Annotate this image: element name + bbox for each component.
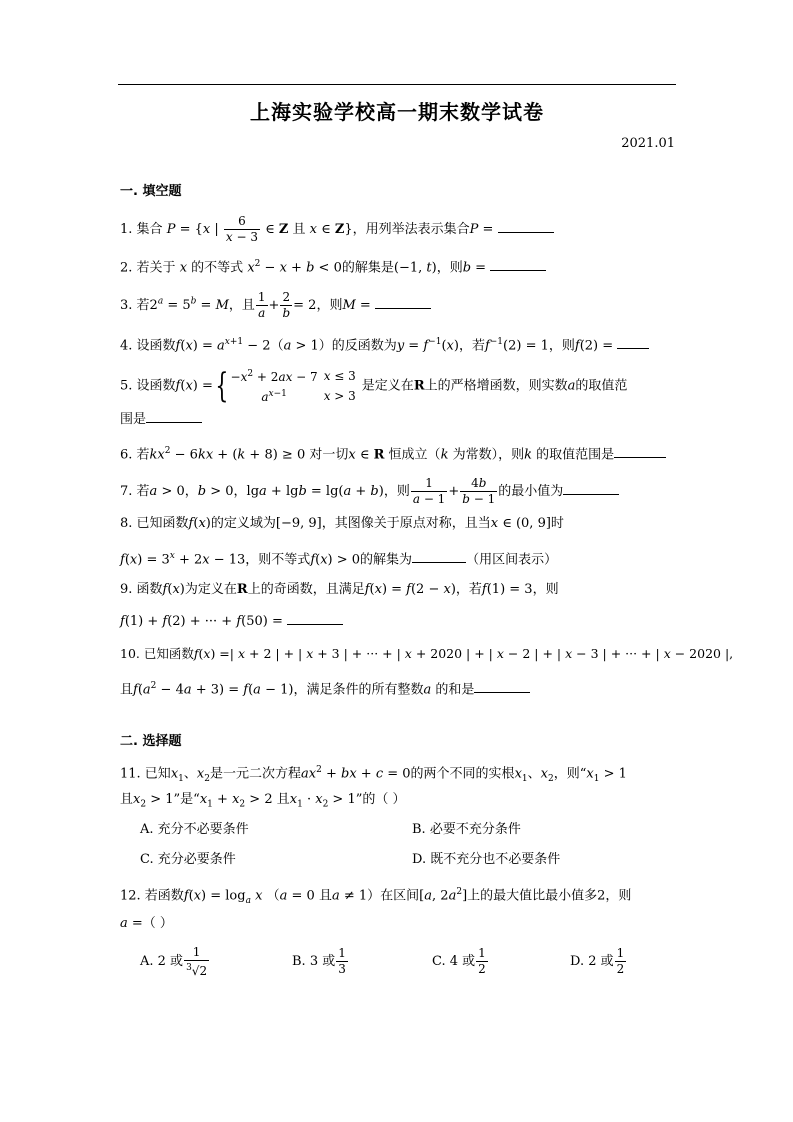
question-6: 6. 若$kx^2 - 6kx + (k + 8) \ge 0$ 对一切x ∈ R 恒成立（k 为常数），则k 的取值范围是	[120, 441, 676, 465]
q5-text-line2: 围是	[120, 412, 147, 427]
q12-text-line2: （ ）	[142, 916, 173, 931]
q4-text-mid1: （	[270, 338, 284, 354]
q12-text-post: 上的最大值比最小值多2，则	[467, 888, 632, 904]
question-5: 5. 设函数f(x) ={ $-x^2 + 2ax - 7$ x ≤ 3 $a^{x-1}$ x > 3 是定义在R上的严格增函数，则实数a的取值范	[120, 366, 628, 406]
q10-text-line2pre: 且	[120, 682, 134, 698]
q8-text-mid1: 的定义域为	[210, 516, 276, 531]
q12-option-a[interactable]: A. 2 或 $\frac{1}{^3√2}$	[140, 944, 208, 978]
question-10: 10. 已知函数f(x) =| x + 2 | + | x + 3 | + ··· + | x + 2020 | + | x − 2 | + | x − 3 | + ··· + | x − 2020 |,	[120, 646, 734, 661]
q12-option-b[interactable]: B. 3 或 $\frac{1}{3}$	[292, 946, 346, 976]
answer-blank-10[interactable]	[474, 678, 530, 693]
q9-text-mid1: 为定义在	[184, 582, 237, 597]
q4-text-post: ，则	[548, 338, 575, 354]
q8-text-line2mid: ，则不等式	[245, 552, 311, 568]
q2-text-mid1: 的不等式	[191, 260, 244, 276]
q8-text: 8. 已知函数	[120, 516, 189, 531]
q11-text: 11. 已知	[120, 766, 171, 782]
q1-text-post: ，用列举法表示集合	[352, 222, 470, 237]
q1-text: 1. 集合	[120, 222, 163, 237]
question-9-line2: f(1) + f(2) + ··· + f(50) =	[120, 610, 676, 632]
q11-text-post: ，则“	[553, 766, 587, 782]
q11-option-c[interactable]: C. 充分必要条件	[140, 852, 236, 867]
q12-option-c-label: C. 4 或	[432, 954, 476, 969]
q12-text-mid1: （	[266, 888, 280, 904]
question-7: 7. 若a > 0，b > 0，lga + lgb = lg(a + b)，则 $\frac{1}{a - 1}$ + $\frac{4b}{b - 1}$ 的最小值为	[120, 476, 676, 507]
q8-text-line2post: 的解集为	[360, 552, 413, 568]
q8-text-mid2: ，其图像关于原点对称，且当	[321, 516, 491, 531]
question-12: 12. 若函数$f(x) = \log_a x$ （a = 0 且a ≠ 1）在区间[a, $2a^2$]上的最大值比最小值多2，则	[120, 887, 632, 906]
q5-text-post3: 的取值范	[575, 378, 628, 394]
q12-option-a-label: A. 2 或	[140, 954, 184, 969]
q2-text: 2. 若关于	[120, 260, 176, 276]
question-3: 3. 若$2^a = 5^b = M$，且 $\frac{1}{a}$ + $\frac{2}{b}$ = 2，则M =	[120, 290, 676, 321]
answer-blank-7[interactable]	[563, 480, 619, 495]
q7-text: 7. 若	[120, 484, 150, 499]
q4-text-mid3: ，若	[458, 338, 485, 354]
section-fill-blank: 一. 填空题	[120, 184, 182, 199]
q6-text: 6. 若	[120, 447, 150, 463]
q12-option-b-label: B. 3 或	[292, 954, 336, 969]
answer-blank-6[interactable]	[614, 443, 666, 458]
q5-text-post2: 上的严格增函数，则实数	[424, 378, 568, 394]
q11-option-b[interactable]: B. 必要不充分条件	[412, 822, 521, 837]
q10-text-line2mid: ，满足条件的所有整数	[293, 682, 424, 698]
q11-text-line2mid: ”是“	[173, 792, 200, 807]
q4-text: 4. 设函数	[120, 338, 176, 354]
answer-blank-3[interactable]	[375, 294, 431, 309]
q3-text: 3. 若	[120, 298, 150, 313]
q11-text-mid4: 、	[527, 766, 541, 782]
q11-text-mid3: 的两个不同的实根	[410, 766, 515, 782]
q11-text-mid1: 、	[183, 766, 197, 782]
answer-blank-2[interactable]	[490, 256, 546, 271]
q6-text-mid3: 为常数），则	[452, 447, 525, 463]
q12-text-mid2: 且	[318, 888, 332, 904]
q2-text-post: ，则	[436, 260, 463, 276]
q10-text-line2post: 的和是	[435, 682, 475, 698]
q11-text-line2mid2: 且	[276, 792, 290, 807]
q8-text-post: 时	[550, 516, 564, 531]
exam-date: 2021.01	[621, 136, 675, 151]
q5-text: 5. 设函数	[120, 378, 176, 394]
q11-option-a[interactable]: A. 充分不必要条件	[140, 822, 249, 837]
q12-option-d-label: D. 2 或	[570, 954, 614, 969]
q6-text-mid2: 恒成立（	[388, 447, 441, 463]
answer-blank-1[interactable]	[498, 218, 554, 233]
question-1: 1. 集合 P = {x | $\frac{6}{x - 3}$ ∈ Z 且 x ∈ Z}，用列举法表示集合P =	[120, 214, 676, 245]
q7-text-mid3: ，则	[383, 484, 410, 499]
q11-text-line2pre: 且	[120, 792, 134, 807]
q11-option-d[interactable]: D. 既不充分也不必要条件	[412, 852, 561, 867]
answer-blank-4[interactable]	[617, 334, 649, 349]
question-8-line2: $f(x) = 3^x + 2x - 13$，则不等式f(x) > 0的解集为 （用区间表示）	[120, 546, 676, 570]
question-2: 2. 若关于 x 的不等式 $x^2 - x + b < 0$的解集是(−1, t)，则b =	[120, 254, 676, 278]
q3-text-post: ，则	[316, 298, 343, 313]
q3-text-mid1: ，且	[228, 298, 255, 313]
answer-blank-5[interactable]	[146, 408, 202, 423]
q5-text-post: 是定义在	[361, 378, 414, 394]
question-5-line2	[120, 408, 676, 430]
q8-text-line2tail: （用区间表示）	[466, 552, 558, 568]
q7-text-mid1: ，	[184, 484, 198, 499]
question-8: 8. 已知函数f(x)的定义域为[−9, 9]，其图像关于原点对称，且当x ∈ (0, 9]时	[120, 516, 564, 531]
header-rule	[118, 84, 676, 85]
q9-text-post: ，则	[532, 582, 559, 597]
page-title: 上海实验学校高一期末数学试卷	[250, 100, 544, 124]
q6-text-post: 的取值范围是	[536, 447, 615, 463]
q12-option-d[interactable]: D. 2 或 $\frac{1}{2}$	[570, 946, 625, 976]
question-9: 9. 函数f(x)为定义在R上的奇函数，且满足f(x) = f(2 − x)，若f(1) = 3，则	[120, 582, 559, 597]
question-4: 4. 设函数$f(x) = a^{x+1} - 2(a > 1)$的反函数为$y = f^{-1}(x)$，若$f^{-1}(2) = 1$，则f(2) =	[120, 332, 676, 356]
q12-text-mid3: ）在区间	[367, 888, 420, 904]
question-11-line2: 且$x_2 > 1$”是“$x_1 + x_2 > 2$ 且$x_1 \cdot x_2 > 1$”的（ ）	[120, 792, 406, 810]
q9-text-mid2: 上的奇函数，且满足	[247, 582, 365, 597]
q6-text-mid1: 对一切	[309, 447, 349, 463]
section-multiple-choice: 二. 选择题	[120, 734, 182, 749]
answer-blank-9[interactable]	[287, 610, 343, 625]
q12-option-c[interactable]: C. 4 或 $\frac{1}{2}$	[432, 946, 486, 976]
q12-text: 12. 若函数	[120, 888, 184, 904]
q11-text-line2post: ”的（ ）	[355, 792, 406, 807]
q7-text-post: 的最小值为	[498, 484, 564, 499]
q9-text: 9. 函数	[120, 582, 163, 597]
q11-text-mid2: 是一元二次方程	[209, 766, 301, 782]
q7-text-mid2: ，	[233, 484, 247, 499]
question-12-line2: a =（ ）	[120, 916, 173, 931]
answer-blank-8[interactable]	[412, 548, 466, 563]
question-11: 11. 已知$x_1$、$x_2$是一元二次方程$ax^2$ + bx + c = 0的两个不同的实根$x_1$、$x_2$，则“$x_1 > 1$	[120, 765, 627, 784]
question-10-line2: 且$f(a^2 - 4a + 3) = f(a - 1)$，满足条件的所有整数a 的和是	[120, 676, 676, 700]
q2-text-mid2: 的解集是	[341, 260, 394, 276]
q4-text-mid2: ）的反函数为	[318, 338, 397, 354]
q10-text: 10. 已知函数	[120, 646, 194, 661]
q9-text-mid3: ，若	[455, 582, 482, 597]
